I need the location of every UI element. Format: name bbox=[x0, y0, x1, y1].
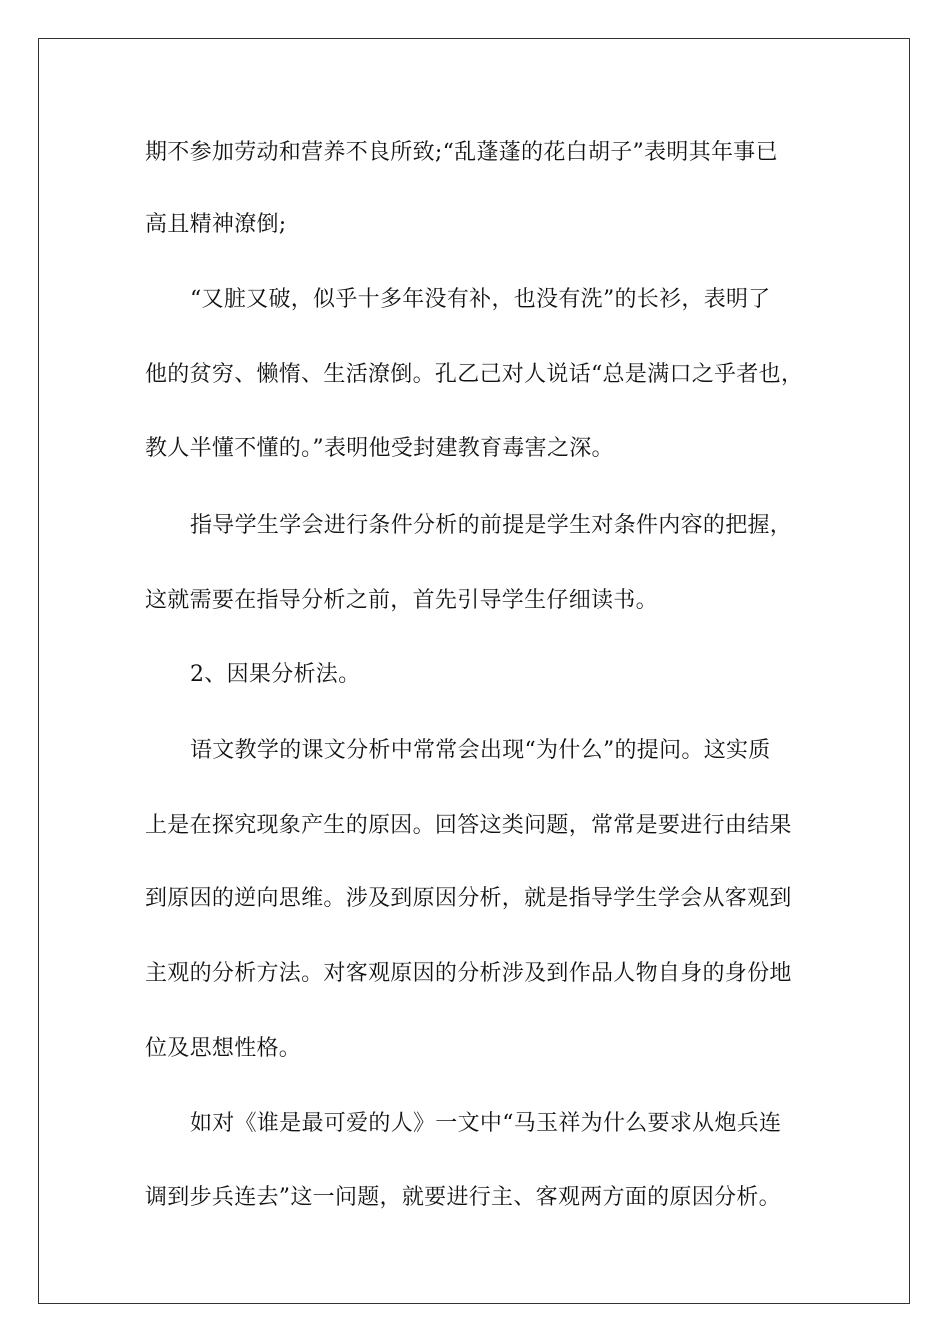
text-line-1: 期不参加劳动和营养不良所致;“乱蓬蓬的花白胡子”表明其年事已 bbox=[145, 140, 778, 165]
text-line-8: 2、因果分析法。 bbox=[190, 662, 361, 687]
text-line-5: 教人半懂不懂的。”表明他受封建教育毒害之深。 bbox=[145, 436, 614, 461]
text-line-10: 上是在探究现象产生的原因。回答这类问题，常常是要进行由结果 bbox=[145, 813, 792, 838]
text-line-7: 这就需要在指导分析之前，首先引导学生仔细读书。 bbox=[145, 588, 658, 613]
text-line-4: 他的贫穷、懒惰、生活潦倒。孔乙己对人说话“总是满口之乎者也， bbox=[145, 362, 804, 387]
text-line-14: 如对《谁是最可爱的人》一文中“马玉祥为什么要求从炮兵连 bbox=[190, 1111, 782, 1136]
text-line-15: 调到步兵连去”这一问题，就要进行主、客观两方面的原因分析。 bbox=[145, 1185, 781, 1210]
text-line-6: 指导学生学会进行条件分析的前提是学生对条件内容的把握， bbox=[190, 513, 793, 538]
text-line-11: 到原因的逆向思维。涉及到原因分析，就是指导学生学会从客观到 bbox=[145, 886, 792, 911]
text-line-2: 高且精神潦倒; bbox=[145, 212, 287, 237]
text-line-12: 主观的分析方法。对客观原因的分析涉及到作品人物自身的身份地 bbox=[145, 961, 792, 986]
text-line-9: 语文教学的课文分析中常常会出现“为什么”的提问。这实质 bbox=[190, 738, 771, 763]
text-line-13: 位及思想性格。 bbox=[145, 1036, 302, 1061]
text-line-3: “又脏又破，似乎十多年没有补，也没有洗”的长衫，表明了 bbox=[190, 287, 771, 312]
